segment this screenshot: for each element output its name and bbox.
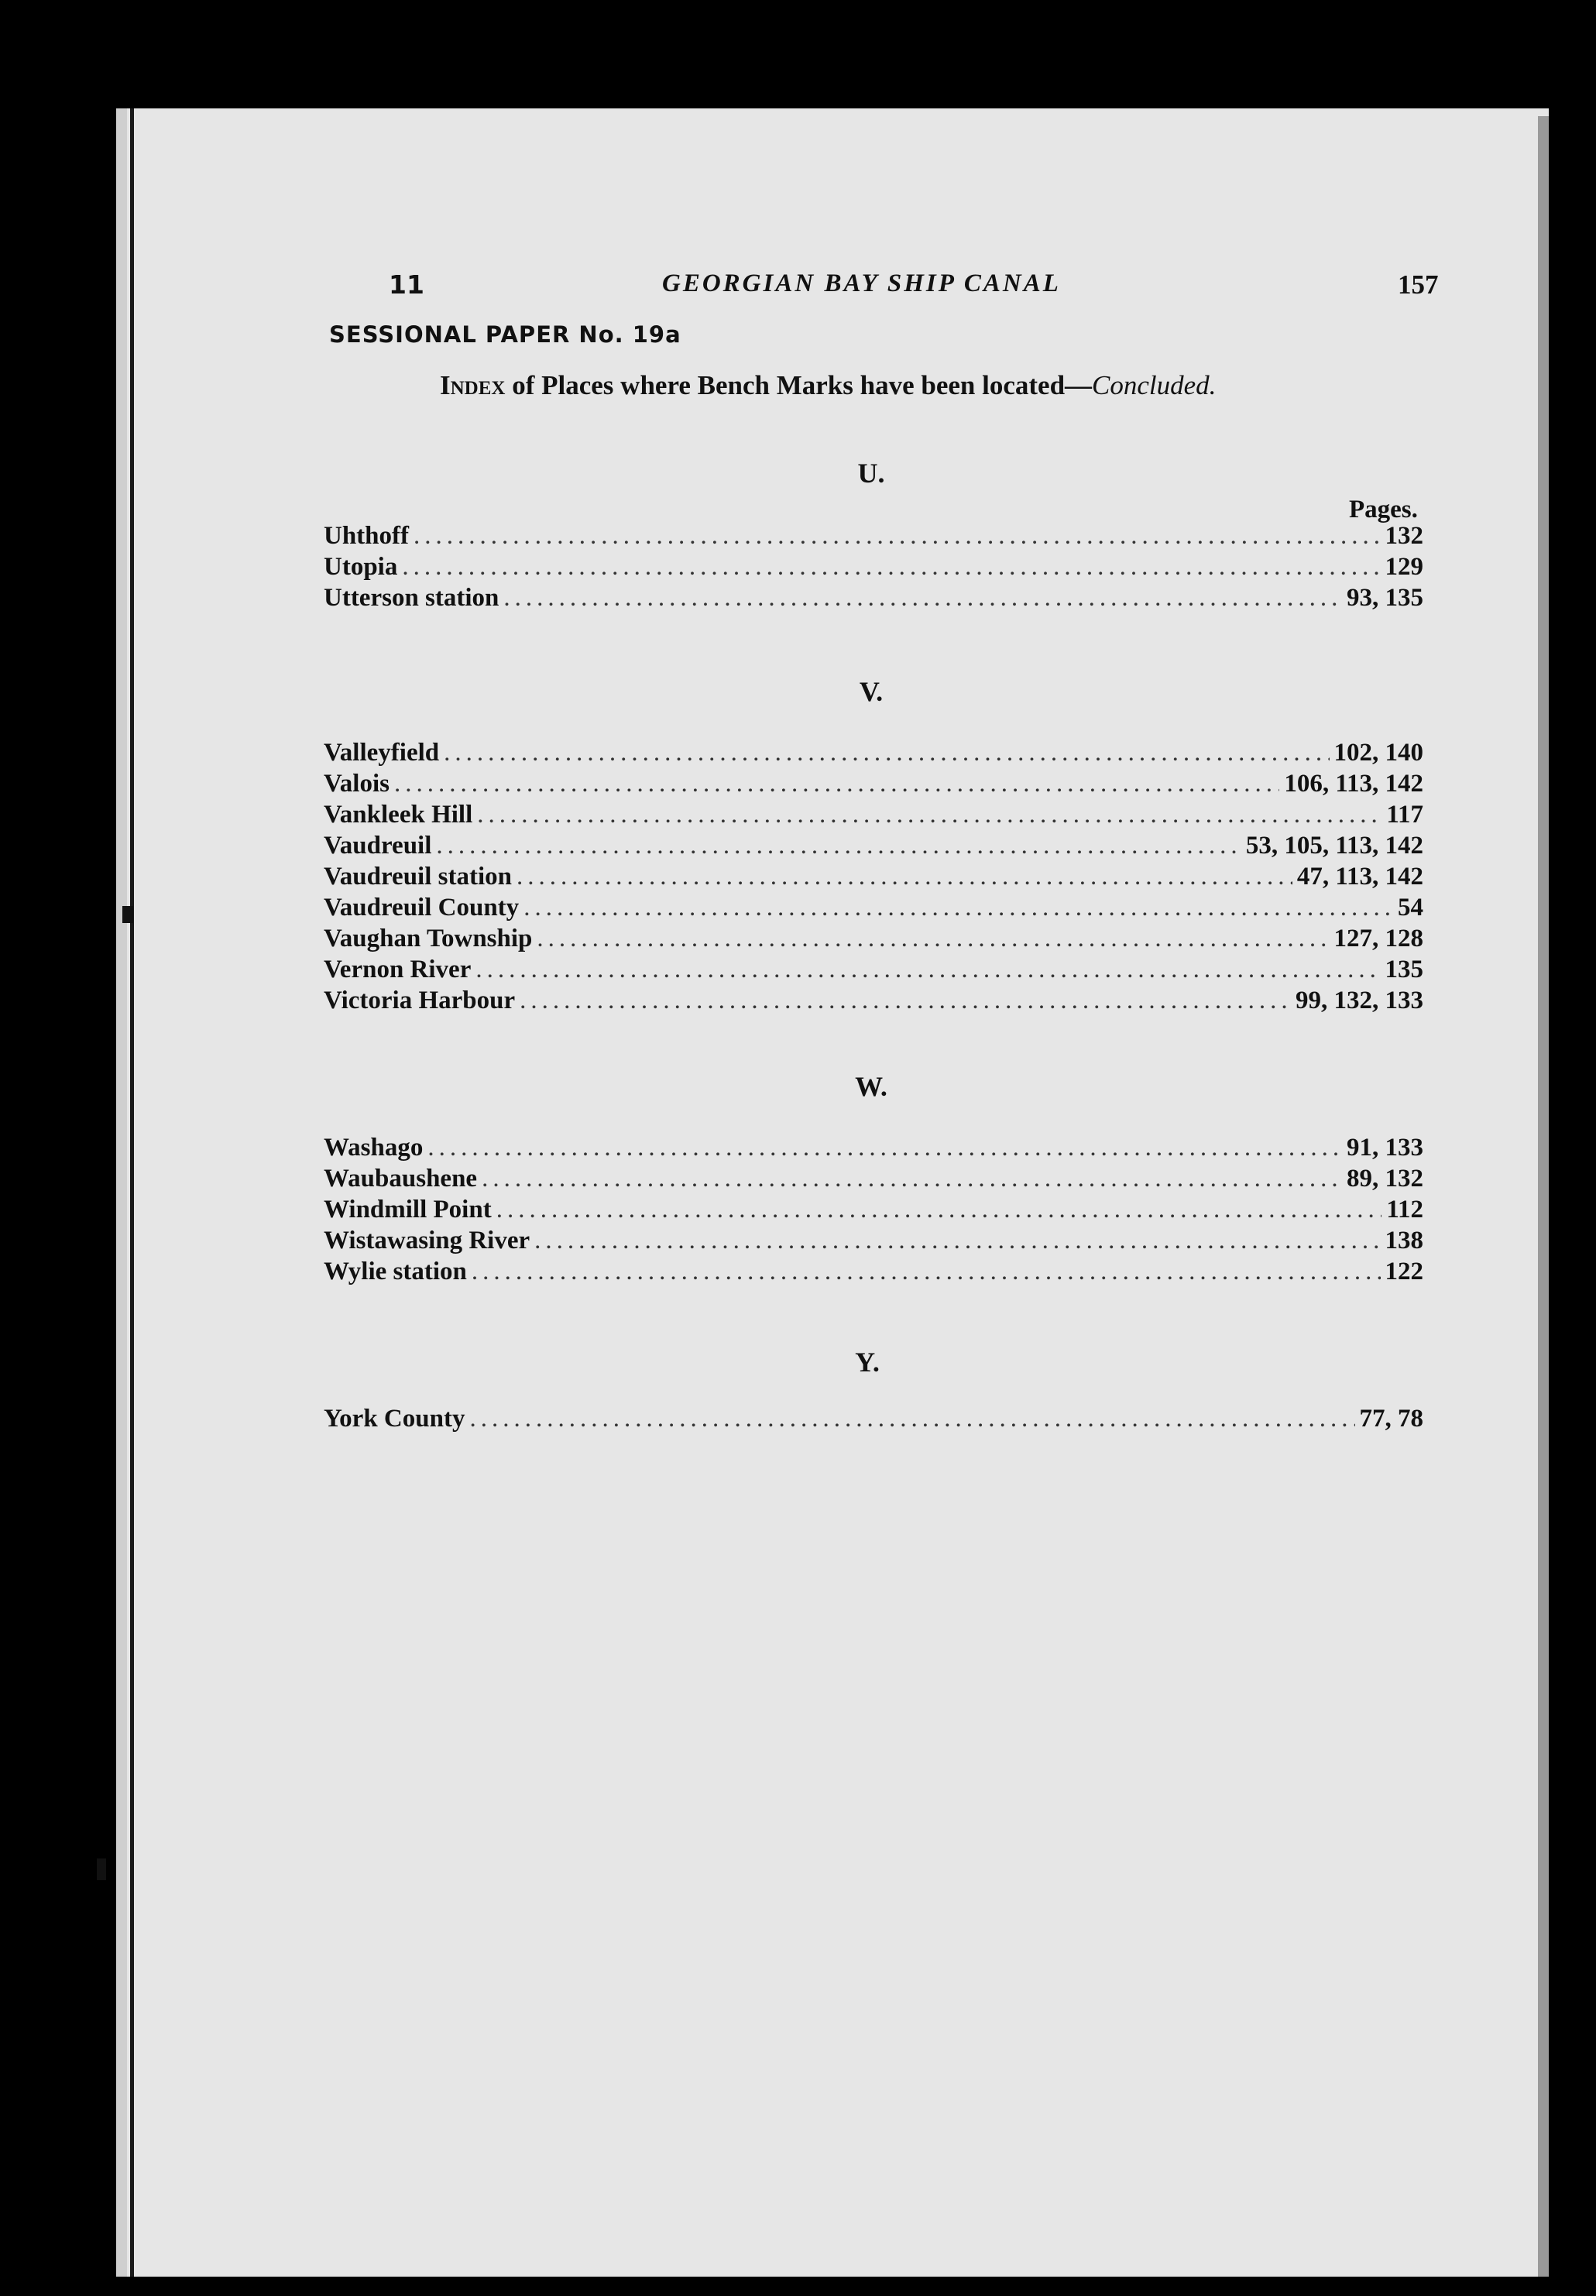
index-entry [324, 1132, 1423, 1163]
entry-name: Wistawasing River [324, 1227, 530, 1254]
index-entry [324, 830, 1423, 861]
entry-name: Vernon River [324, 956, 472, 983]
index-entry [324, 551, 1423, 582]
section-letter-u: U. [857, 458, 885, 489]
dot-leader [537, 923, 1329, 954]
dot-leader [444, 737, 1329, 768]
entry-pages: 138 [1385, 1227, 1423, 1254]
section-letter-y: Y. [855, 1347, 880, 1378]
index-entry [324, 1256, 1423, 1287]
index-entry [324, 799, 1423, 830]
entry-pages: 99, 132, 133 [1296, 987, 1423, 1014]
index-entry [324, 1225, 1423, 1256]
entry-name: Uhthoff [324, 522, 410, 550]
entry-name: Vankleek Hill [324, 801, 473, 829]
dot-leader [402, 551, 1380, 582]
entry-pages: 127, 128 [1333, 925, 1423, 952]
dot-leader [517, 861, 1292, 892]
entry-pages: 122 [1385, 1258, 1423, 1285]
entry-name: Vaudreuil [324, 832, 432, 860]
entry-pages: 77, 78 [1359, 1405, 1423, 1433]
entry-pages: 135 [1385, 956, 1423, 983]
entry-pages: 129 [1385, 553, 1423, 581]
entry-name: Vaudreuil station [324, 863, 512, 891]
dot-leader [472, 1256, 1381, 1287]
index-title [440, 370, 1216, 401]
dot-leader [503, 582, 1342, 613]
page-number: 157 [1398, 269, 1439, 300]
entry-name: Utterson station [324, 584, 499, 612]
entry-name: Wylie station [324, 1258, 467, 1285]
pages-column-header: Pages. [1349, 496, 1418, 523]
entry-name: Washago [324, 1134, 424, 1162]
section-letter-w: W. [855, 1071, 887, 1102]
entry-pages: 117 [1386, 801, 1423, 829]
entry-pages: 93, 135 [1347, 584, 1423, 612]
entry-name: Vaudreuil County [324, 894, 520, 921]
dot-leader [477, 799, 1381, 830]
running-head-left: 11 [389, 269, 424, 300]
entry-pages: 47, 113, 142 [1296, 863, 1423, 891]
page-right-edge [1538, 116, 1549, 2277]
dot-leader [436, 830, 1241, 861]
index-entry [324, 923, 1423, 954]
dot-leader [394, 768, 1279, 799]
entry-pages: 132 [1385, 522, 1423, 550]
running-head-title: GEORGIAN BAY SHIP CANAL [662, 269, 1061, 297]
entry-name: Valois [324, 770, 390, 798]
entry-pages: 112 [1386, 1196, 1423, 1224]
binding-notch [97, 1858, 106, 1880]
entry-name: Victoria Harbour [324, 987, 516, 1014]
index-title-lead: Index [440, 370, 506, 400]
index-entry [324, 985, 1423, 1016]
entry-pages: 106, 113, 142 [1284, 770, 1423, 798]
dot-leader [427, 1132, 1342, 1163]
page-left-edge [116, 108, 127, 2277]
index-entry [324, 954, 1423, 985]
index-entry [324, 582, 1423, 613]
entry-pages: 54 [1398, 894, 1423, 921]
dot-leader [520, 985, 1291, 1016]
index-entry [324, 520, 1423, 551]
entry-pages: 89, 132 [1347, 1165, 1423, 1193]
dot-leader [534, 1225, 1380, 1256]
entry-pages: 53, 105, 113, 142 [1245, 832, 1423, 860]
entry-pages: 91, 133 [1347, 1134, 1423, 1162]
index-entry [324, 1163, 1423, 1194]
dot-leader [482, 1163, 1342, 1194]
dot-leader [475, 954, 1380, 985]
index-entry [324, 892, 1423, 923]
sessional-paper-label: SESSIONAL PAPER No. 19a [329, 321, 681, 348]
entry-pages: 102, 140 [1333, 739, 1423, 767]
index-entry [324, 861, 1423, 892]
entry-name: Utopia [324, 553, 398, 581]
dot-leader [414, 520, 1380, 551]
index-title-italic: Concluded. [1092, 370, 1217, 400]
index-title-main: of Places where Bench Marks have been located— [505, 370, 1093, 400]
dot-leader [469, 1403, 1354, 1434]
index-entry [324, 768, 1423, 799]
index-entry [324, 737, 1423, 768]
dot-leader [523, 892, 1393, 923]
entry-name: Windmill Point [324, 1196, 492, 1224]
dot-leader [496, 1194, 1382, 1225]
entry-name: Vaughan Township [324, 925, 533, 952]
entry-name: Valleyfield [324, 739, 440, 767]
binding-line [130, 108, 134, 2277]
section-letter-v: V. [859, 676, 884, 707]
binding-notch [122, 906, 133, 923]
index-entry [324, 1403, 1423, 1434]
entry-name: York County [324, 1405, 465, 1433]
index-entry [324, 1194, 1423, 1225]
entry-name: Waubaushene [324, 1165, 478, 1193]
